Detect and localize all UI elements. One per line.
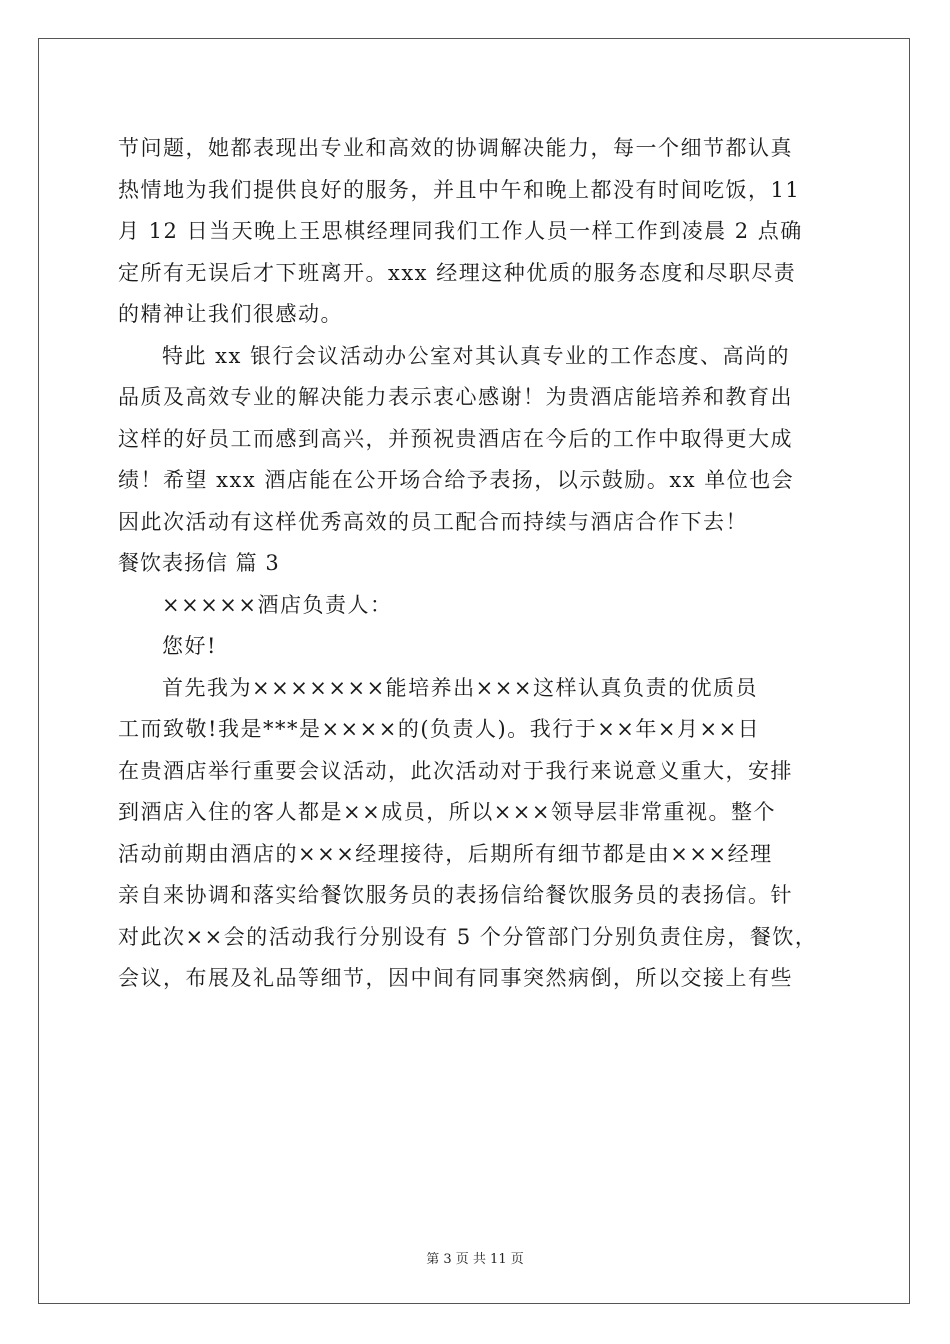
text-line: 品质及高效专业的解决能力表示衷心感谢！为贵酒店能培养和教育出 — [118, 385, 793, 409]
text-line: 您好! — [162, 634, 217, 658]
text-line: 在贵酒店举行重要会议活动，此次活动对于我行来说意义重大，安排 — [118, 758, 793, 783]
text-line: 首先我为×××××××能培养出×××这样认真负责的优质员 — [162, 675, 758, 700]
text-line: 节问题，她都表现出专业和高效的协调解决能力，每一个细节都认真 — [118, 136, 793, 160]
text-line: 工而致敬!我是***是××××的(负责人)。我行于××年×月××日 — [118, 717, 761, 741]
text-line: 对此次××会的活动我行分别设有 5 个分管部门分别负责住房，餐饮， — [118, 924, 818, 949]
text-line: 会议，布展及礼品等细节，因中间有同事突然病倒，所以交接上有些 — [118, 966, 793, 990]
page-number-footer: 第 3 页 共 11 页 — [426, 1252, 524, 1267]
text-line: 绩！希望 xxx 酒店能在公开场合给予表扬，以示鼓励。xx 单位也会 — [118, 468, 795, 492]
text-line: 热情地为我们提供良好的服务，并且中午和晚上都没有时间吃饭，11 — [118, 177, 801, 202]
text-line: 到酒店入住的客人都是××成员，所以×××领导层非常重视。整个 — [118, 800, 776, 824]
text-line: 亲自来协调和落实给餐饮服务员的表扬信给餐饮服务员的表扬信。针 — [118, 883, 793, 907]
text-line: 月 12 日当天晚上王思棋经理同我们工作人员一样工作到凌晨 2 点确 — [118, 219, 803, 243]
document-body — [118, 128, 838, 1000]
text-line: ×××××酒店负责人： — [162, 592, 393, 617]
text-line: 的精神让我们很感动。 — [118, 302, 343, 326]
text-line: 定所有无误后才下班离开。xxx 经理这种优质的服务态度和尽职尽责 — [118, 260, 797, 285]
text-line: 活动前期由酒店的×××经理接待，后期所有细节都是由×××经理 — [118, 841, 773, 866]
section-heading: 餐饮表扬信 篇 3 — [118, 551, 280, 575]
text-line: 因此次活动有这样优秀高效的员工配合而持续与酒店合作下去！ — [118, 509, 748, 534]
text-line: 这样的好员工而感到高兴，并预祝贵酒店在今后的工作中取得更大成 — [118, 426, 793, 451]
text-line: 特此 xx 银行会议活动办公室对其认真专业的工作态度、高尚的 — [162, 343, 791, 368]
